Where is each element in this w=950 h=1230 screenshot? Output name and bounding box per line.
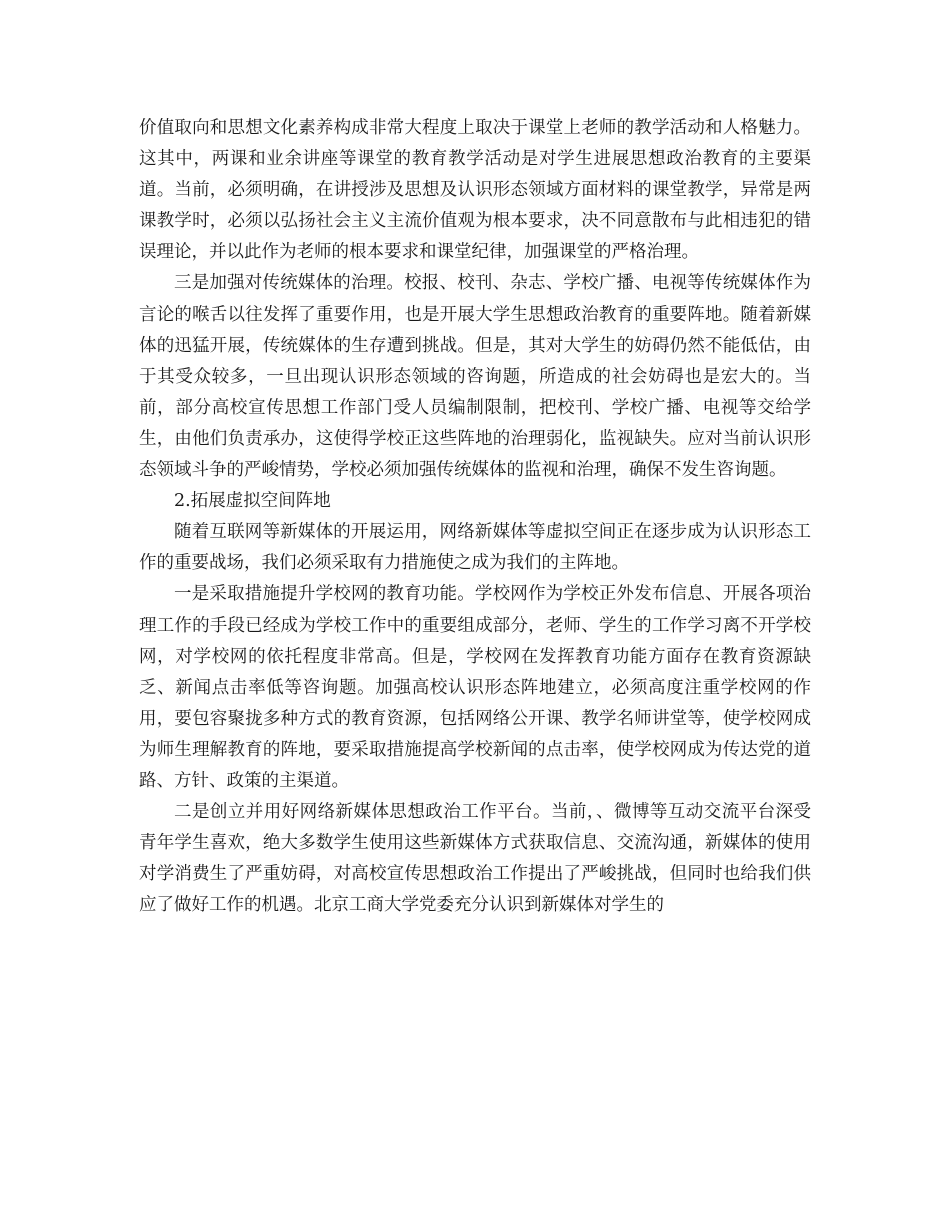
document-body bbox=[139, 113, 811, 921]
paragraph-new-media-platform: 二是创立并用好网络新媒体思想政治工作平台。当前，、微博等互动交流平台深受青年学生喜欢，绝大多数学生使用这些新媒体方式获取信息、交流沟通，新媒体的使用对学消费生了严重妨碍，对高校宣传思想政治工作提出了严峻挑战，但同时也给我们供应了做好工作的机遇。北京工商大学党委充分认识到新媒体对学生的 bbox=[139, 802, 811, 916]
paragraph-traditional-media: 三是加强对传统媒体的治理。校报、校刊、杂志、学校广播、电视等传统媒体作为言论的喉舌以往发挥了重要作用，也是开展大学生思想政治教育的重要阵地。随着新媒体的迅猛开展，传统媒体的生存遭到挑战。但是，其对大学生的妨碍仍然不能低估，由于其受众较多，一旦出现认识形态领域的咨询题，所造成的社会妨碍也是宏大的。当前，部分高校宣传思想工作部门受人员编制限制，把校刊、学校广播、电视等交给学生，由他们负责承办，这使得学校正这些阵地的治理弱化，监视缺失。应对当前认识形态领域斗争的严峻情势，学校必须加强传统媒体的监视和治理，确保不发生咨询题。 bbox=[139, 273, 811, 481]
paragraph-campus-network: 一是采取措施提升学校网的教育功能。学校网作为学校正外发布信息、开展各项治理工作的手段已经成为学校工作中的重要组成部分，老师、学生的工作学习离不开学校网，对学校网的依托程度非常高。但是，学校网在发挥教育功能方面存在教育资源缺乏、新闻点击率低等咨询题。加强高校认识形态阵地建立，必须高度注重学校网的作用，要包容聚拢多种方式的教育资源，包括网络公开课、教学名师讲堂等，使学校网成为师生理解教育的阵地，要采取措施提高学校新闻的点击率，使学校网成为传达党的道路、方针、政策的主渠道。 bbox=[139, 584, 811, 791]
paragraph-continuation: 价值取向和思想文化素养构成非常大程度上取决于课堂上老师的教学活动和人格魅力。这其中，两课和业余讲座等课堂的教育教学活动是对学生进展思想政治教育的主要渠道。当前，必须明确，在讲授涉及思想及认识形态领域方面材料的课堂教学，异常是两课教学时，必须以弘扬社会主义主流价值观为根本要求，决不同意散布与此相违犯的错误理论，并以此作为老师的根本要求和课堂纪律，加强课堂的严格治理。 bbox=[139, 118, 811, 263]
paragraph-virtual-space-intro: 随着互联网等新媒体的开展运用，网络新媒体等虚拟空间正在逐步成为认识形态工作的重要战场，我们必须采取有力措施使之成为我们的主阵地。 bbox=[139, 522, 811, 574]
section-heading: 2.拓展虚拟空间阵地 bbox=[174, 491, 331, 512]
